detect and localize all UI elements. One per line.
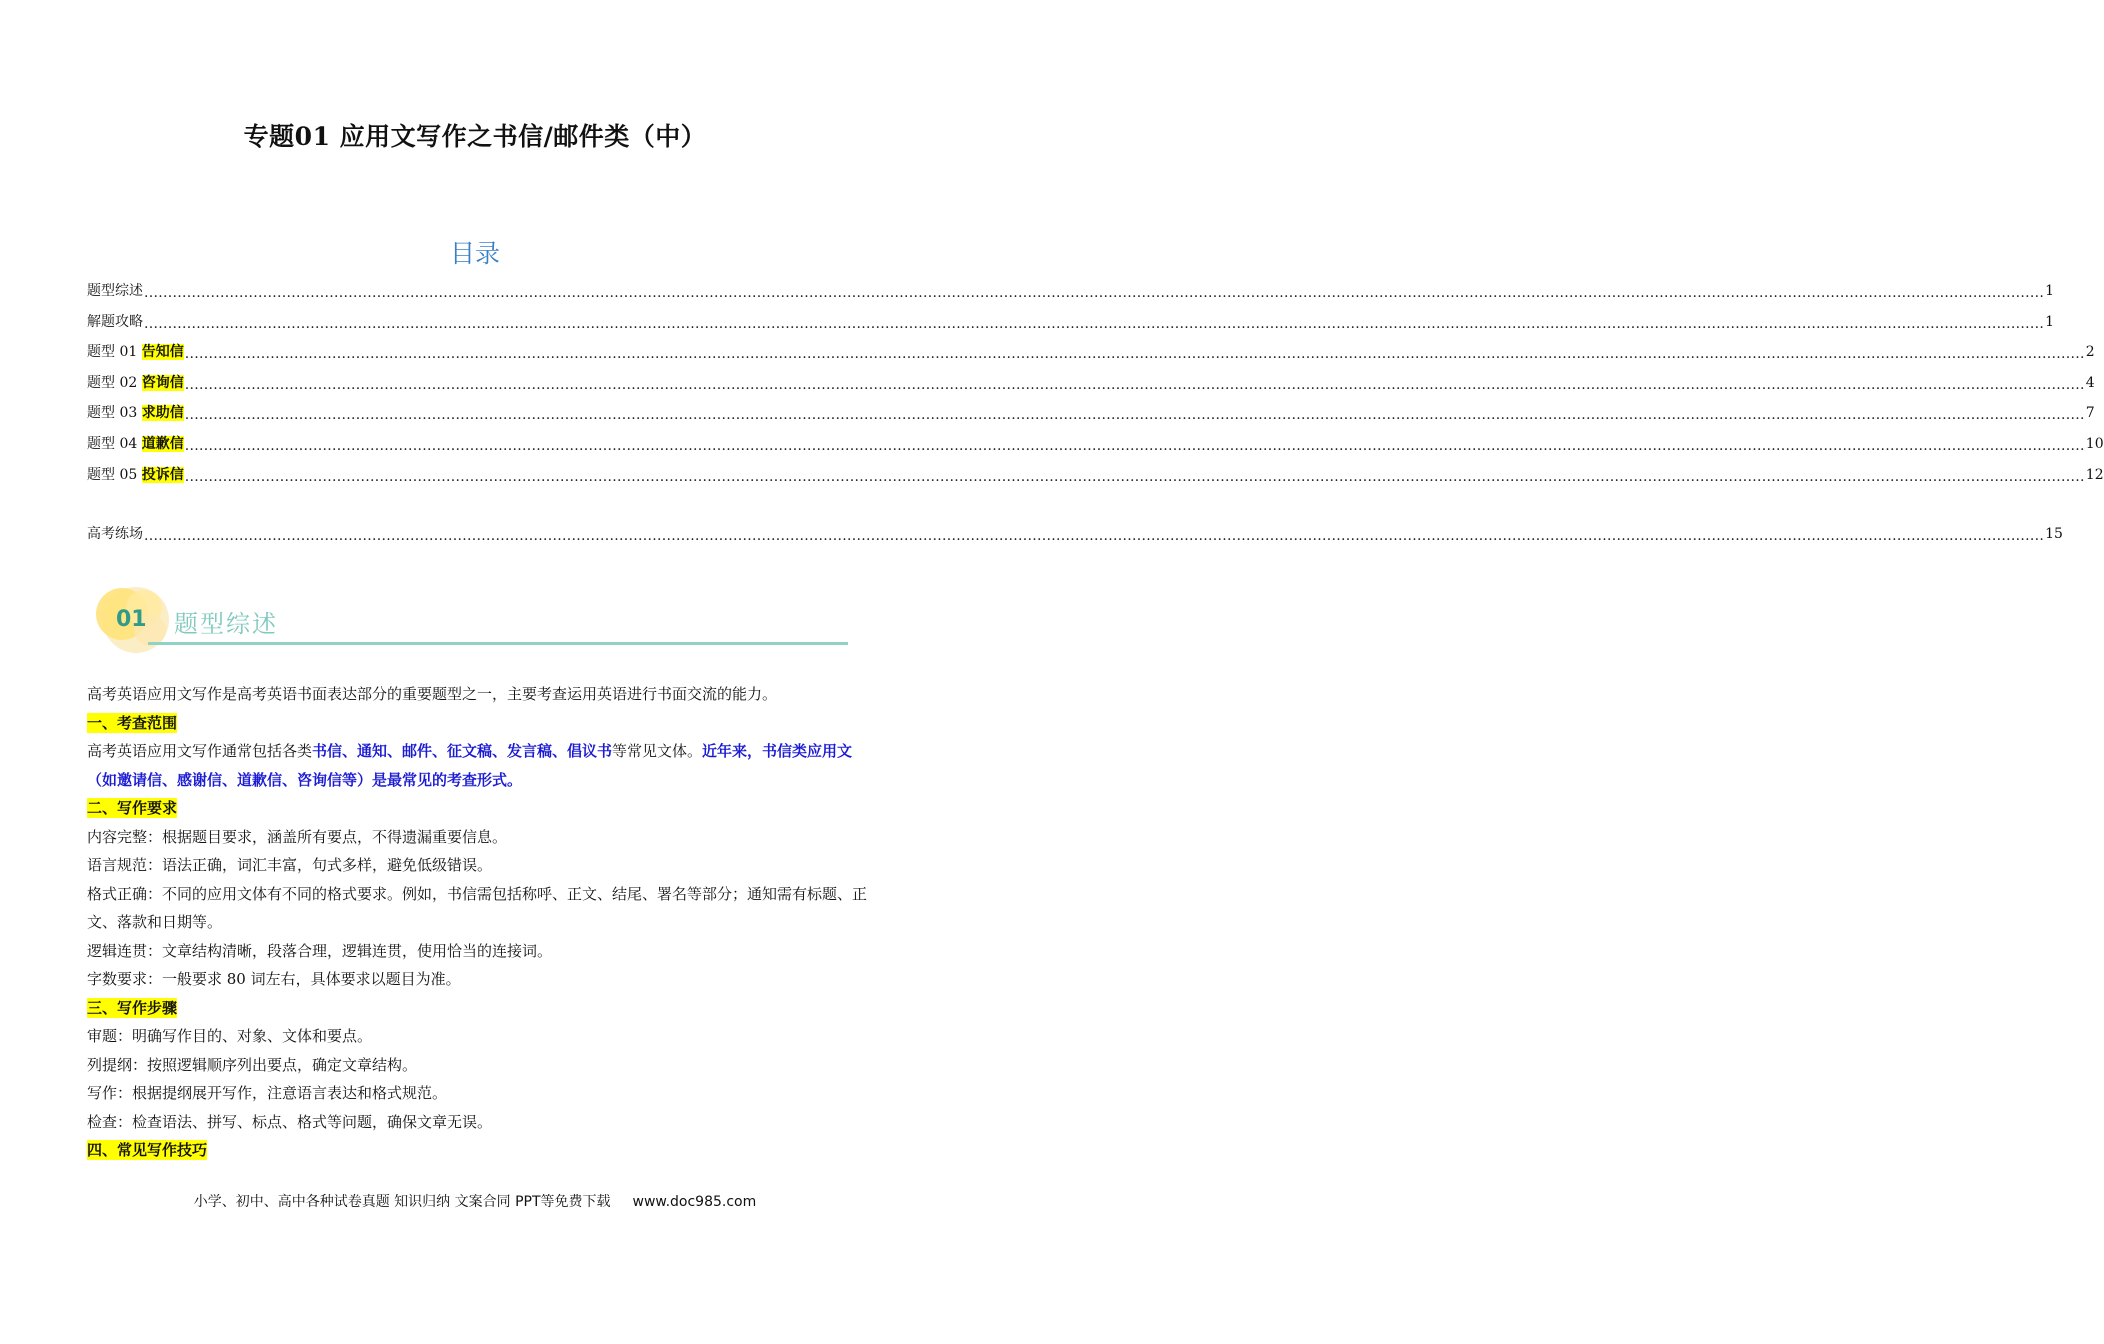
toc-page-number: 7 — [2085, 405, 2095, 421]
list-item: 语言规范：语法正确，词汇丰富，句式多样，避免低级错误。 — [87, 856, 493, 874]
heading-steps: 三、写作步骤 — [87, 998, 178, 1017]
heading-tips: 四、常见写作技巧 — [87, 1141, 208, 1159]
toc-leader-dots: ................................................................................................................................................................................................................................................................................................................................................................................................................ — [144, 528, 2045, 544]
list-item: 字数要求：一般要求 80 词左右，具体要求以题目为准。 — [87, 970, 461, 988]
toc-leader-dots: ................................................................................................................................................................................................................................................................................................................................................................................................................ — [184, 469, 2085, 485]
main-content — [87, 680, 867, 1165]
list-item: 逻辑连贯：文章结构清晰，段落合理，逻辑连贯，使用恰当的连接词。 — [87, 941, 553, 960]
toc-leader-dots: ................................................................................................................................................................................................................................................................................................................................................................................................................ — [184, 346, 2085, 362]
toc-entry[interactable] — [87, 523, 2063, 545]
toc-page-number: 1 — [2045, 283, 2054, 299]
toc-entry-label: 高考练场 — [87, 526, 143, 542]
list-item: 检查：检查语法、拼写、标点、格式等问题，确保文章无误。 — [87, 1112, 493, 1131]
list-item: 写作：根据提纲展开写作，注意语言表达和格式规范。 — [87, 1084, 448, 1102]
toc-entry[interactable] — [87, 433, 2104, 455]
toc-entry[interactable] — [87, 311, 2054, 333]
toc-page-number: 12 — [2085, 467, 2104, 483]
toc-leader-dots: ................................................................................................................................................................................................................................................................................................................................................................................................................ — [184, 407, 2085, 423]
section-number: 01 — [116, 607, 147, 632]
list-item: 审题：明确写作目的、对象、文体和要点。 — [87, 1027, 373, 1045]
toc-entry-label: 题型 01 告知信 — [87, 344, 184, 360]
intro-paragraph: 高考英语应用文写作是高考英语书面表达部分的重要题型之一，主要考查运用英语进行书面交流的能力。 — [87, 685, 778, 703]
toc-entry[interactable] — [87, 402, 2095, 424]
toc-page-number: 1 — [2045, 314, 2054, 330]
toc-leader-dots: ................................................................................................................................................................................................................................................................................................................................................................................................................ — [184, 377, 2085, 393]
toc-entry-label: 解题攻略 — [87, 314, 143, 330]
toc-entry[interactable] — [87, 341, 2095, 363]
heading-requirements: 二、写作要求 — [87, 799, 178, 817]
list-item: 列提纲：按照逻辑顺序列出要点，确定文章结构。 — [87, 1055, 418, 1074]
toc-entry-label: 题型综述 — [87, 283, 143, 299]
list-item: 格式正确：不同的应用文体有不同的格式要求。例如，书信需包括称呼、正文、结尾、署名等部分；通知需有标题、正文、落款和日期等。 — [87, 884, 868, 931]
toc-entry-label: 题型 03 求助信 — [87, 405, 184, 421]
toc-leader-dots: ................................................................................................................................................................................................................................................................................................................................................................................................................ — [144, 316, 2045, 332]
toc-page-number: 2 — [2085, 344, 2095, 360]
toc-leader-dots: ................................................................................................................................................................................................................................................................................................................................................................................................................ — [144, 285, 2045, 301]
toc-page-number: 4 — [2085, 375, 2095, 391]
list-item: 内容完整：根据题目要求，涵盖所有要点，不得遗漏重要信息。 — [87, 827, 508, 846]
toc-entry[interactable] — [87, 372, 2095, 394]
page-title: 专题01 应用文写作之书信/邮件类（中） — [243, 122, 707, 151]
toc-page-number: 15 — [2045, 526, 2063, 542]
footer-text: 小学、初中、高中各种试卷真题 知识归纳 文案合同 PPT等免费下载 — [193, 1194, 611, 1210]
toc-leader-dots: ................................................................................................................................................................................................................................................................................................................................................................................................................ — [184, 438, 2085, 454]
toc-entry-label: 题型 02 咨询信 — [87, 375, 184, 391]
toc-heading: 目录 — [449, 239, 500, 268]
scope-paragraph: 高考英语应用文写作通常包括各类书信、通知、邮件、征文稿、发言稿、倡议书等常见文体。近年来，书信类应用文（如邀请信、感谢信、道歉信、咨询信等）是最常见的考查形式。 — [87, 742, 853, 789]
toc-entry[interactable] — [87, 280, 2054, 302]
toc-page-number: 10 — [2085, 436, 2104, 452]
section-title: 题型综述 — [174, 610, 278, 638]
toc-entry-label: 题型 05 投诉信 — [87, 467, 184, 483]
footer-url[interactable]: www.doc985.com — [632, 1194, 757, 1210]
section-banner — [92, 584, 854, 654]
toc-entry[interactable] — [87, 464, 2104, 486]
page-footer — [0, 1191, 950, 1211]
heading-scope: 一、考查范围 — [87, 713, 178, 732]
toc-entry-label: 题型 04 道歉信 — [87, 436, 184, 452]
